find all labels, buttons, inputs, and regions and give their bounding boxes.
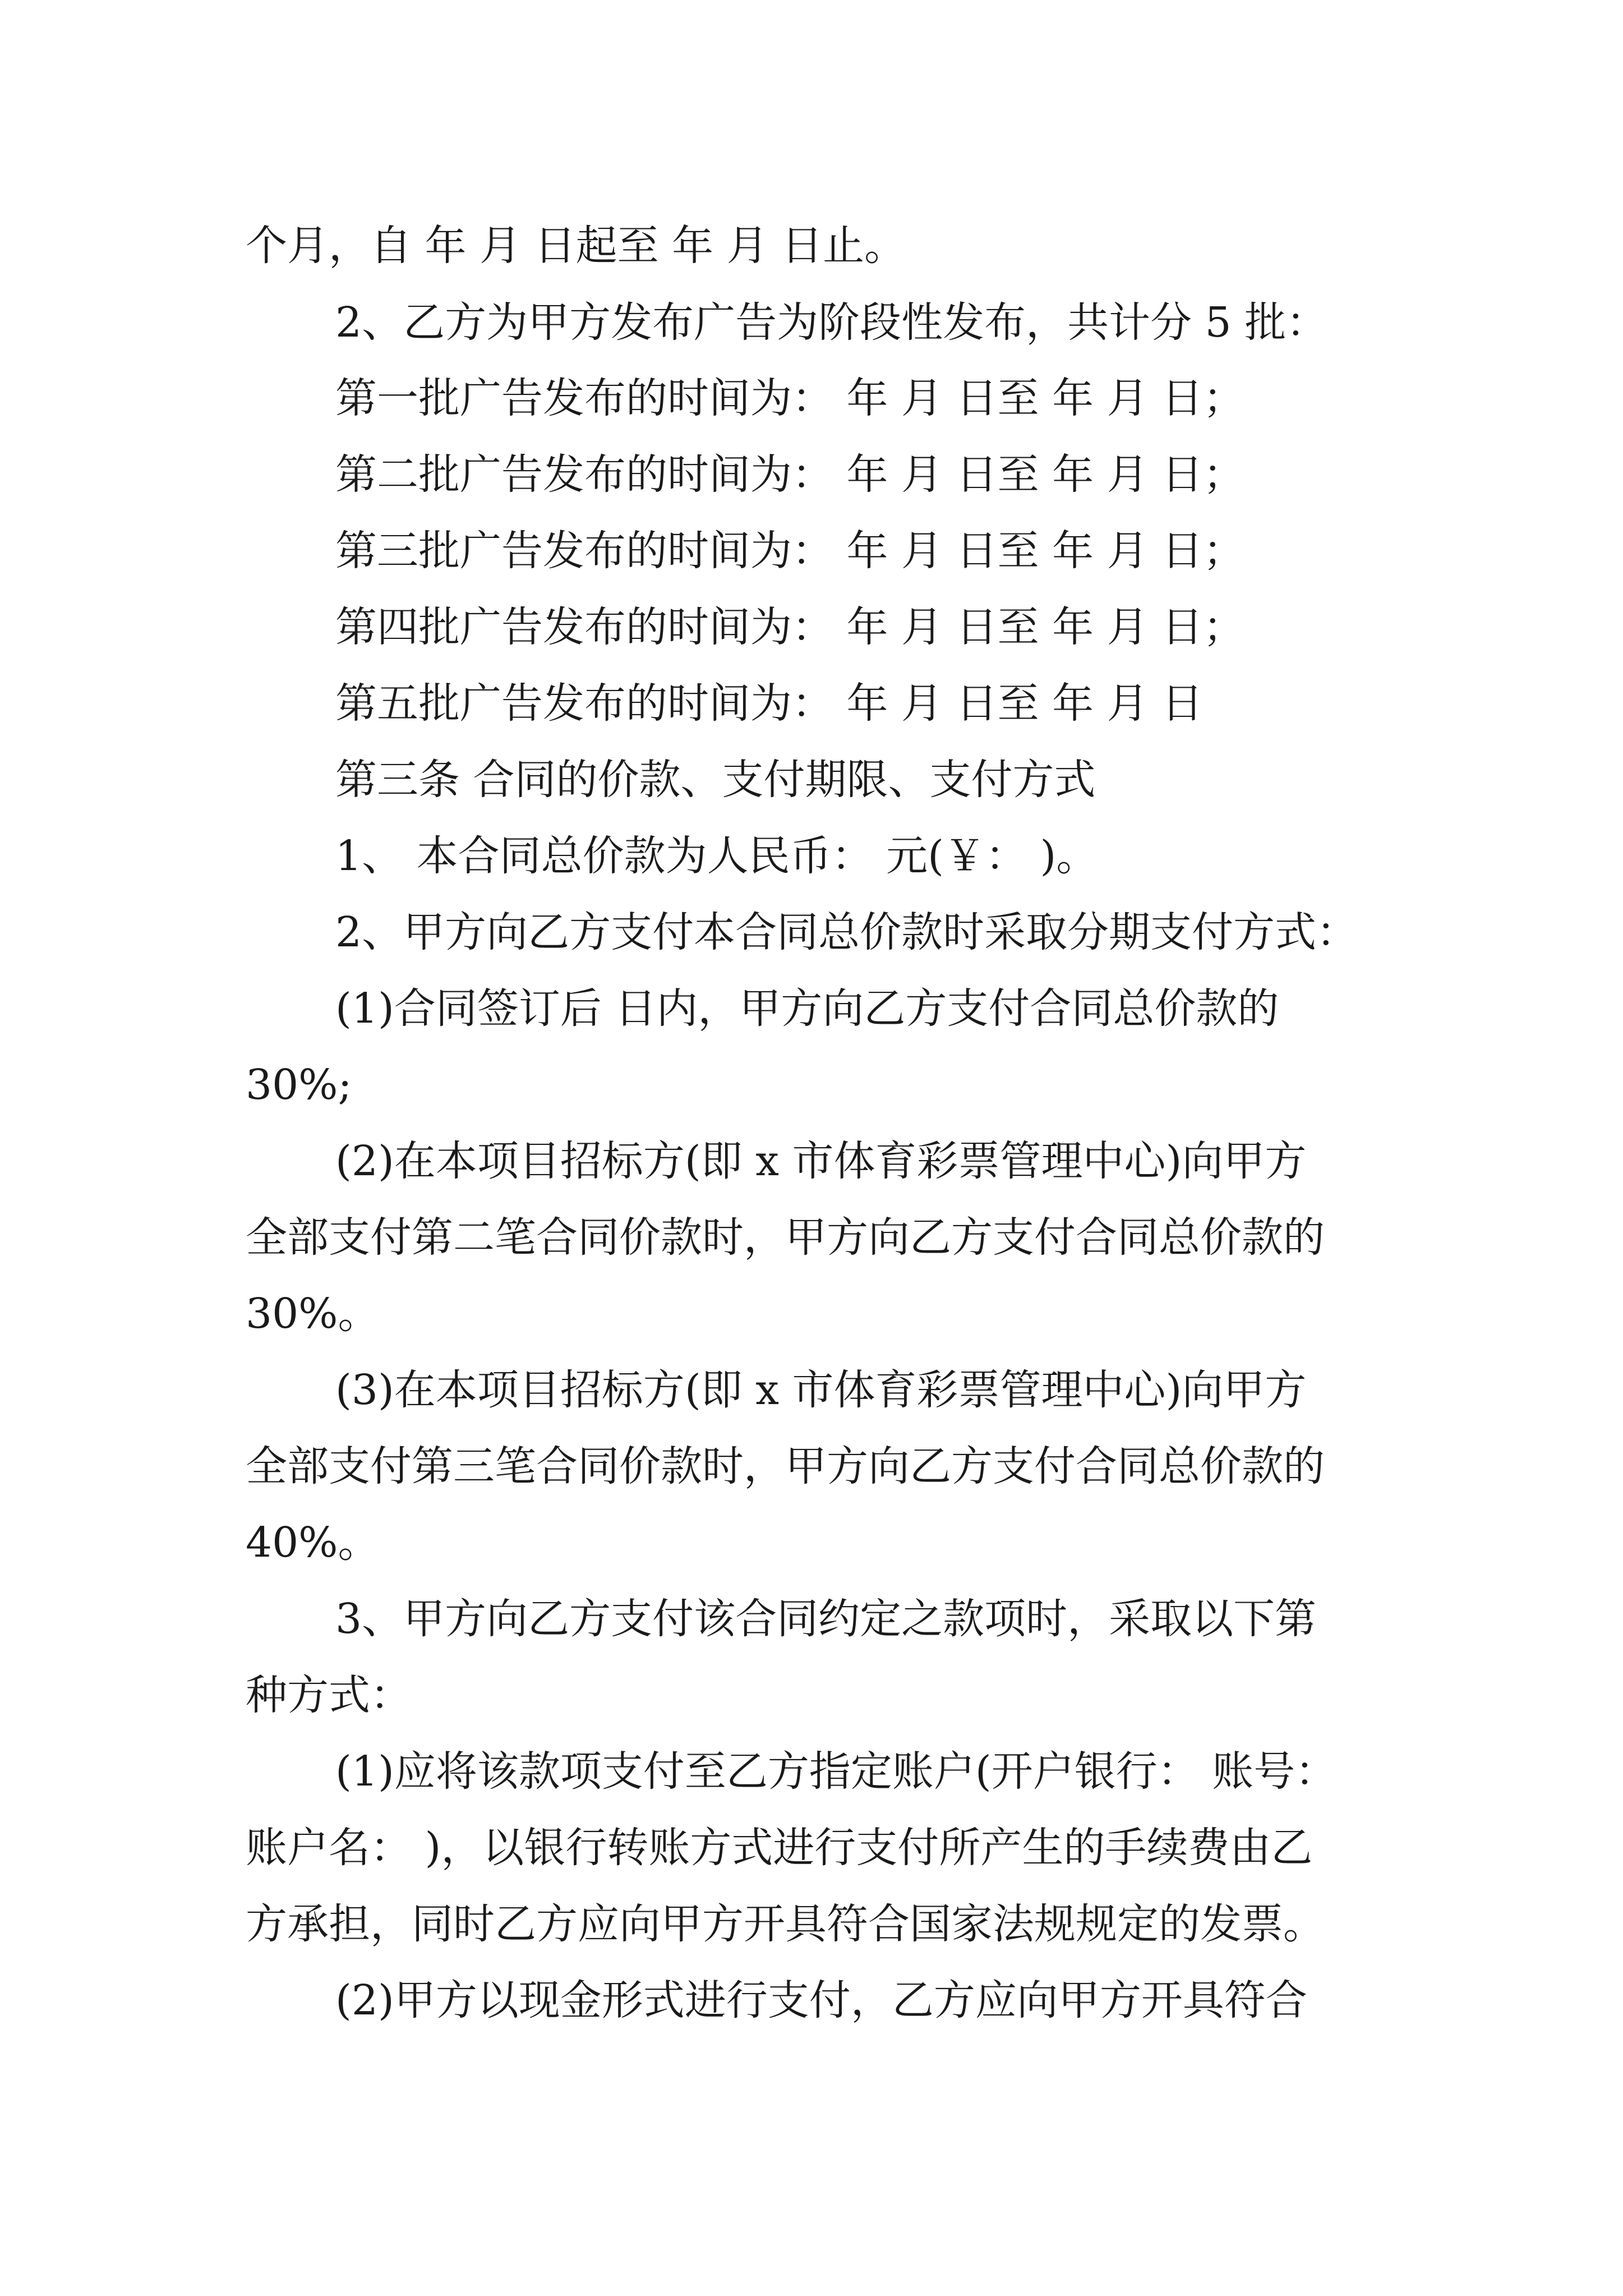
text-line: (1)应将该款项支付至乙方指定账户(开户银行： 账号： xyxy=(335,1747,1337,1796)
text-line: 1、 本合同总价款为人民币： 元(￥： )。 xyxy=(335,832,1098,880)
text-line: 个月，自 年 月 日起至 年 月 日止。 xyxy=(246,222,906,270)
text-line: (2)甲方以现金形式进行支付，乙方应向甲方开具符合 xyxy=(335,1976,1307,2024)
text-line: 2、乙方为甲方发布广告为阶段性发布，共计分 5 批： xyxy=(335,298,1328,347)
text-line: 方承担，同时乙方应向甲方开具符合国家法规规定的发票。 xyxy=(246,1900,1325,1948)
text-line: 3、甲方向乙方支付该合同约定之款项时，采取以下第 xyxy=(335,1595,1317,1643)
text-line: 40%。 xyxy=(246,1519,380,1567)
text-line: 30%。 xyxy=(246,1290,380,1338)
text-line: 第四批广告发布的时间为： 年 月 日至 年 月 日； xyxy=(335,603,1245,651)
text-line: (2)在本项目招标方(即 x 市体育彩票管理中心)向甲方 xyxy=(335,1137,1307,1185)
text-line: 第一批广告发布的时间为： 年 月 日至 年 月 日； xyxy=(335,374,1245,422)
text-line: 第二批广告发布的时间为： 年 月 日至 年 月 日； xyxy=(335,450,1245,499)
section-heading: 第三条 合同的价款、支付期限、支付方式 xyxy=(335,756,1096,804)
text-line: 第三批广告发布的时间为： 年 月 日至 年 月 日； xyxy=(335,527,1245,575)
text-line: 全部支付第二笔合同价款时，甲方向乙方支付合同总价款的 xyxy=(246,1213,1325,1262)
text-line: (1)合同签订后 日内，甲方向乙方支付合同总价款的 xyxy=(335,984,1279,1033)
text-line: 2、甲方向乙方支付本合同总价款时采取分期支付方式： xyxy=(335,908,1358,956)
text-line: (3)在本项目招标方(即 x 市体育彩票管理中心)向甲方 xyxy=(335,1366,1307,1414)
text-line: 种方式： xyxy=(246,1671,412,1719)
text-line: 第五批广告发布的时间为： 年 月 日至 年 月 日 xyxy=(335,679,1204,728)
text-line: 全部支付第三笔合同价款时，甲方向乙方支付合同总价款的 xyxy=(246,1442,1325,1490)
text-line: 账户名： )，以银行转账方式进行支付所产生的手续费由乙 xyxy=(246,1824,1313,1872)
text-line: 30%; xyxy=(246,1061,352,1109)
